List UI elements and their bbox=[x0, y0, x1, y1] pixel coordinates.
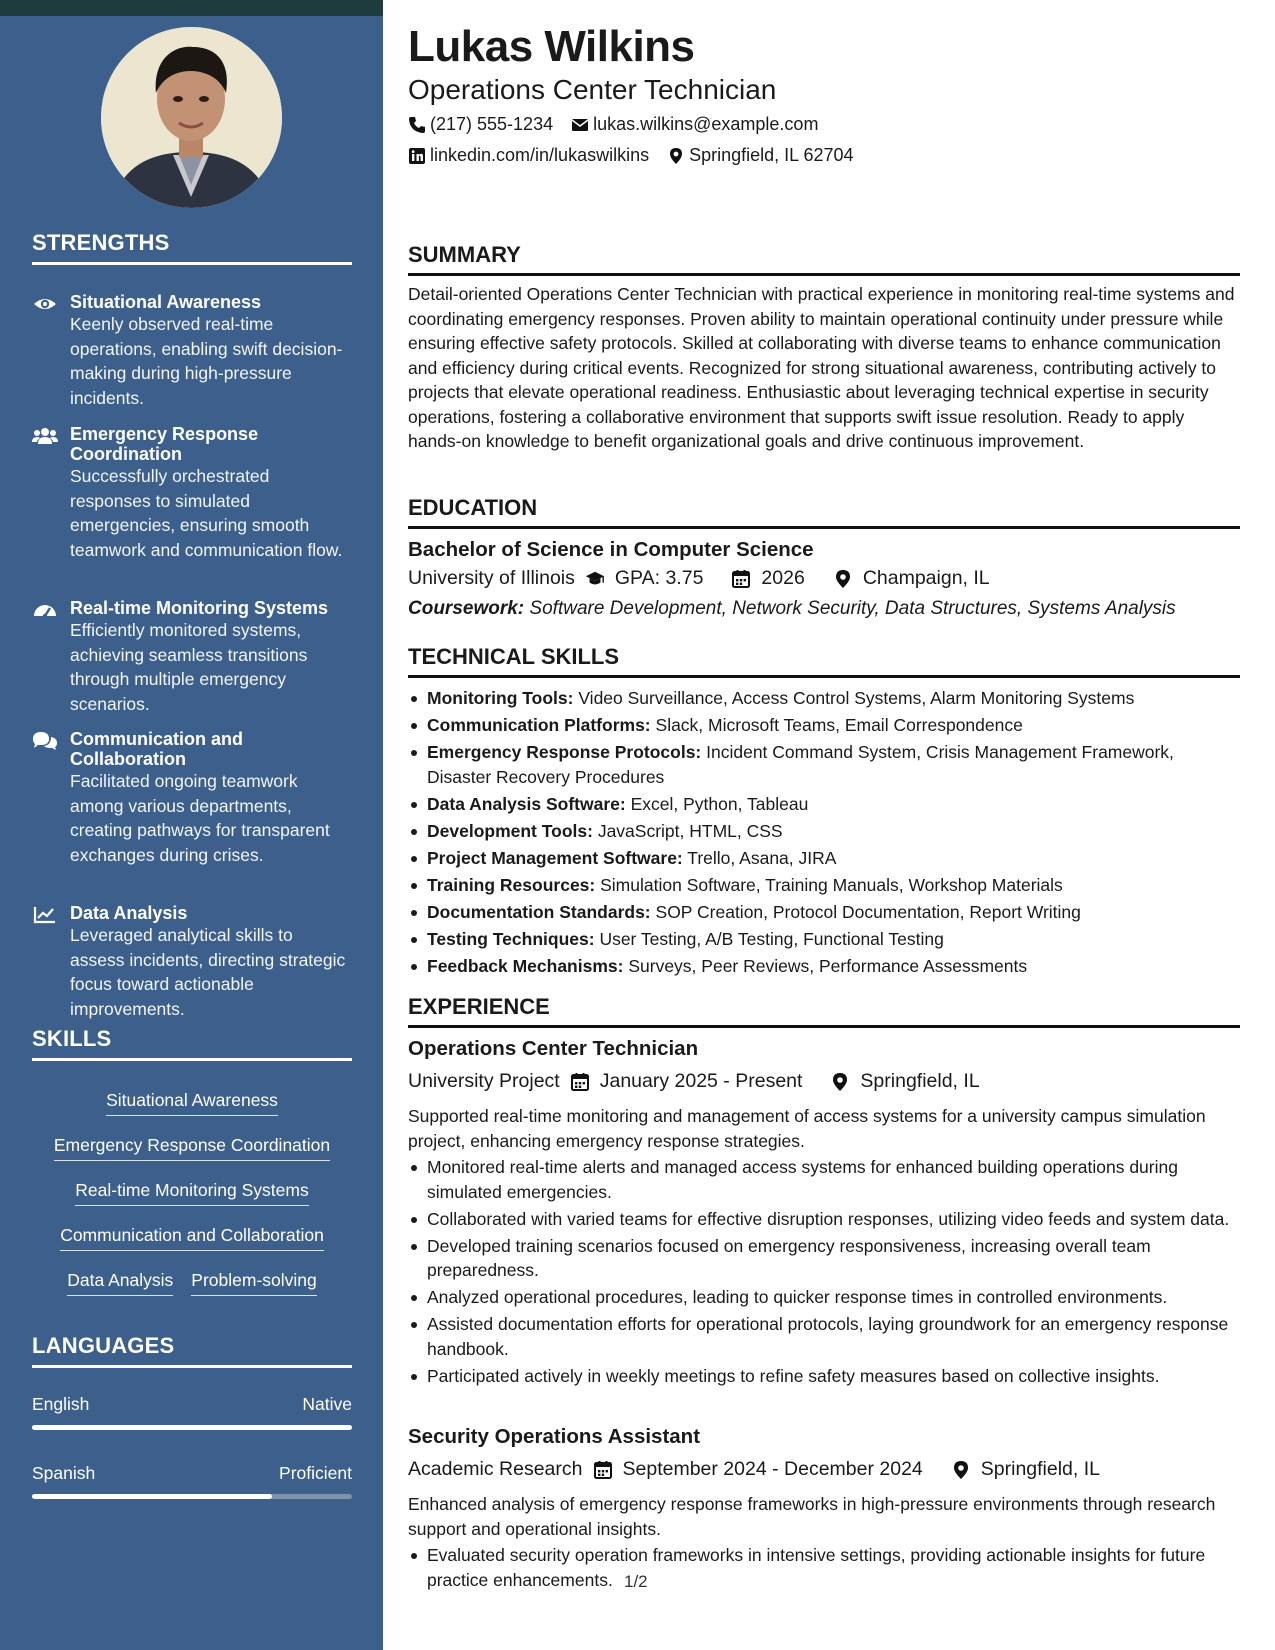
gauge-icon bbox=[32, 600, 58, 620]
job-bullets bbox=[408, 1155, 1240, 1391]
candidate-title: Operations Center Technician bbox=[408, 74, 777, 105]
strength-desc: Leveraged analytical skills to assess incidents, directing strategic focus toward actionable improvements. bbox=[70, 925, 346, 1019]
contact-location bbox=[667, 145, 853, 166]
job-meta bbox=[408, 1070, 980, 1093]
job-location: Springfield, IL bbox=[980, 1458, 1101, 1480]
job-title: Operations Center Technician bbox=[408, 1037, 699, 1060]
job-bullets bbox=[408, 1543, 1240, 1595]
list-item bbox=[408, 686, 1240, 711]
list-item bbox=[408, 927, 1240, 952]
list-item bbox=[408, 819, 1240, 844]
list-item bbox=[408, 740, 1240, 789]
eye-icon bbox=[32, 294, 58, 314]
skill-category: Monitoring Tools: bbox=[427, 688, 574, 708]
strength-item bbox=[32, 903, 352, 1021]
map-pin-icon bbox=[833, 569, 853, 589]
language-proficiency-bar bbox=[32, 1425, 352, 1430]
strength-desc: Keenly observed real-time operations, enabling swift decision-making during high-pressure incidents. bbox=[70, 314, 343, 408]
experience-heading: EXPERIENCE bbox=[408, 994, 1240, 1028]
education-gpa: GPA: 3.75 bbox=[614, 567, 704, 589]
skill-category: Testing Techniques: bbox=[427, 928, 595, 949]
chart-line-icon bbox=[32, 905, 58, 925]
chat-icon bbox=[32, 731, 58, 751]
list-item: Evaluated security operation frameworks in intensive settings, providing actionable insights for future practice enhancements. bbox=[408, 1543, 1240, 1592]
job-meta bbox=[408, 1458, 1100, 1481]
graduation-cap-icon bbox=[585, 569, 605, 589]
list-item bbox=[408, 954, 1240, 979]
skill-tag: Emergency Response Coordination bbox=[54, 1135, 330, 1161]
list-item bbox=[408, 873, 1240, 898]
skill-values: Slack, Microsoft Teams, Email Correspondence bbox=[655, 715, 1023, 735]
list-item bbox=[408, 846, 1240, 871]
list-item bbox=[408, 792, 1240, 817]
list-item: Developed training scenarios focused on emergency responsiveness, increasing overall team preparedness. bbox=[408, 1234, 1240, 1283]
education-year: 2026 bbox=[761, 567, 805, 589]
job-location: Springfield, IL bbox=[860, 1070, 980, 1092]
skill-row bbox=[32, 1090, 352, 1116]
list-item bbox=[408, 900, 1240, 925]
map-pin-icon bbox=[667, 147, 685, 165]
candidate-name: Lukas Wilkins bbox=[408, 22, 695, 71]
contact-row bbox=[408, 145, 854, 166]
strength-title: Real-time Monitoring Systems bbox=[70, 598, 329, 618]
strengths-heading: STRENGTHS bbox=[32, 230, 352, 265]
contact-row bbox=[408, 114, 818, 135]
map-pin-icon bbox=[830, 1072, 850, 1092]
strength-desc: Facilitated ongoing teamwork among various departments, creating pathways for transparent exchanges during crises. bbox=[70, 771, 330, 865]
language-level: Native bbox=[302, 1394, 352, 1414]
language-name: Spanish bbox=[32, 1463, 96, 1483]
strength-item bbox=[32, 292, 352, 410]
job-dates: January 2025 - Present bbox=[599, 1070, 803, 1092]
skill-row bbox=[32, 1180, 352, 1206]
list-item: Assisted documentation efforts for operational protocols, laying groundwork for an emergency response handbook. bbox=[408, 1312, 1240, 1361]
language-level: Proficient bbox=[279, 1463, 352, 1483]
email-text: lukas.wilkins@example.com bbox=[593, 114, 819, 134]
top-accent-bar bbox=[0, 0, 383, 16]
skill-row bbox=[32, 1225, 352, 1251]
contact-email bbox=[571, 114, 818, 135]
education-school: University of Illinois bbox=[408, 567, 575, 589]
job-dates: September 2024 - December 2024 bbox=[622, 1458, 923, 1480]
job-summary: Supported real-time monitoring and management of access systems for a university campus simulation project, enhancing emergency response strategies. bbox=[408, 1106, 1206, 1151]
skill-category: Project Management Software: bbox=[427, 847, 683, 868]
technical-skills-list bbox=[408, 686, 1240, 981]
map-pin-icon bbox=[951, 1460, 971, 1480]
education-heading: EDUCATION bbox=[408, 495, 1240, 529]
skill-tag: Situational Awareness bbox=[106, 1090, 278, 1116]
job-org: Academic Research bbox=[408, 1458, 583, 1480]
skill-tag: Communication and Collaboration bbox=[60, 1225, 324, 1251]
summary-heading: SUMMARY bbox=[408, 242, 1240, 276]
calendar-icon bbox=[593, 1460, 613, 1480]
language-name: English bbox=[32, 1394, 90, 1414]
skill-row bbox=[32, 1135, 352, 1161]
list-item: Analyzed operational procedures, leading to quicker response times in controlled environments. bbox=[408, 1285, 1240, 1310]
profile-photo bbox=[101, 27, 282, 208]
strength-item bbox=[32, 424, 352, 562]
linkedin-text: linkedin.com/in/lukaswilkins bbox=[430, 145, 650, 165]
job-org: University Project bbox=[408, 1070, 560, 1092]
skill-values: Trello, Asana, JIRA bbox=[687, 847, 837, 868]
skills-heading: SKILLS bbox=[32, 1026, 352, 1061]
coursework-label: Coursework: bbox=[408, 598, 525, 619]
phone-text: (217) 555-1234 bbox=[430, 114, 554, 134]
skill-category: Data Analysis Software: bbox=[427, 793, 626, 814]
skill-values: Surveys, Peer Reviews, Performance Assessments bbox=[628, 955, 1028, 976]
skill-values: Video Surveillance, Access Control Systems, Alarm Monitoring Systems bbox=[578, 688, 1135, 708]
strength-desc: Efficiently monitored systems, achieving seamless transitions through multiple emergency scenarios. bbox=[70, 620, 308, 714]
contact-phone bbox=[408, 114, 553, 135]
list-item: Collaborated with varied teams for effective disruption responses, utilizing video feeds and system data. bbox=[408, 1207, 1240, 1232]
strength-item bbox=[32, 729, 352, 867]
list-item bbox=[408, 713, 1240, 738]
users-icon bbox=[32, 426, 58, 446]
page-number: 1/2 bbox=[624, 1572, 648, 1591]
education-degree: Bachelor of Science in Computer Science bbox=[408, 538, 814, 561]
calendar-icon bbox=[570, 1072, 590, 1092]
coursework-text: Software Development, Network Security, Data Structures, Systems Analysis bbox=[529, 598, 1176, 619]
sidebar bbox=[0, 16, 383, 1650]
skill-values: SOP Creation, Protocol Documentation, Report Writing bbox=[655, 901, 1081, 922]
list-item: Monitored real-time alerts and managed access systems for enhanced building operations during simulated emergencies. bbox=[408, 1155, 1240, 1204]
strength-title: Communication and Collaboration bbox=[70, 729, 244, 769]
skill-values: Incident Command System, Crisis Management Framework, Disaster Recovery Procedures bbox=[427, 742, 1174, 787]
skill-category: Training Resources: bbox=[427, 874, 596, 895]
skill-category: Feedback Mechanisms: bbox=[427, 955, 624, 976]
language-item bbox=[32, 1463, 352, 1499]
job-summary: Enhanced analysis of emergency response frameworks in high-pressure environments through research support and operational insights. bbox=[408, 1494, 1216, 1539]
strength-title: Situational Awareness bbox=[70, 292, 262, 312]
skill-category: Development Tools: bbox=[427, 820, 593, 841]
skill-row bbox=[32, 1270, 352, 1296]
skill-values: Simulation Software, Training Manuals, Workshop Materials bbox=[600, 874, 1063, 895]
education-meta bbox=[408, 567, 990, 590]
calendar-icon bbox=[731, 569, 751, 589]
strength-desc: Successfully orchestrated responses to simulated emergencies, ensuring smooth teamwork and communication flow. bbox=[70, 466, 343, 560]
strength-item bbox=[32, 598, 352, 716]
skill-tag: Data Analysis bbox=[67, 1270, 173, 1296]
skill-tag: Problem-solving bbox=[191, 1270, 316, 1296]
education-location: Champaign, IL bbox=[862, 567, 990, 589]
skill-tag: Real-time Monitoring Systems bbox=[75, 1180, 308, 1206]
education-coursework bbox=[408, 598, 1176, 620]
skill-values: JavaScript, HTML, CSS bbox=[597, 820, 783, 841]
language-item bbox=[32, 1394, 352, 1430]
language-proficiency-bar bbox=[32, 1494, 352, 1499]
skill-values: User Testing, A/B Testing, Functional Testing bbox=[599, 928, 944, 949]
phone-icon bbox=[408, 116, 426, 134]
linkedin-icon bbox=[408, 147, 426, 165]
contact-linkedin bbox=[408, 145, 649, 166]
envelope-icon bbox=[571, 116, 589, 134]
strength-title: Emergency Response Coordination bbox=[70, 424, 259, 464]
skill-category: Communication Platforms: bbox=[427, 715, 651, 735]
skill-values: Excel, Python, Tableau bbox=[630, 793, 809, 814]
skill-category: Documentation Standards: bbox=[427, 901, 651, 922]
language-proficiency-fill bbox=[32, 1425, 352, 1430]
job-title: Security Operations Assistant bbox=[408, 1425, 701, 1448]
strength-title: Data Analysis bbox=[70, 903, 188, 923]
summary-text: Detail-oriented Operations Center Technician with practical experience in monitoring real-time systems and coordinating emergency responses. Proven ability to maintain operational continuity under pressure while ensuring effective safety protocols. Skilled at collaborating with diverse teams to enhance communication and efficiency during critical events. Recognized for strong situational awareness, contributing actively to projects that elevate operational readiness. Enthusiastic about leveraging technical expertise in security operations, fostering a collaborative environment that supports swift issue resolution. Ready to apply hands-on knowledge to benefit organizational goals and drive continuous improvement. bbox=[408, 284, 1235, 451]
skill-category: Emergency Response Protocols: bbox=[427, 742, 702, 762]
languages-heading: LANGUAGES bbox=[32, 1333, 352, 1368]
list-item: Participated actively in weekly meetings to refine safety measures based on collective insights. bbox=[408, 1364, 1240, 1389]
language-proficiency-fill bbox=[32, 1494, 272, 1499]
technical-skills-heading: TECHNICAL SKILLS bbox=[408, 644, 1240, 678]
location-text: Springfield, IL 62704 bbox=[689, 145, 854, 165]
